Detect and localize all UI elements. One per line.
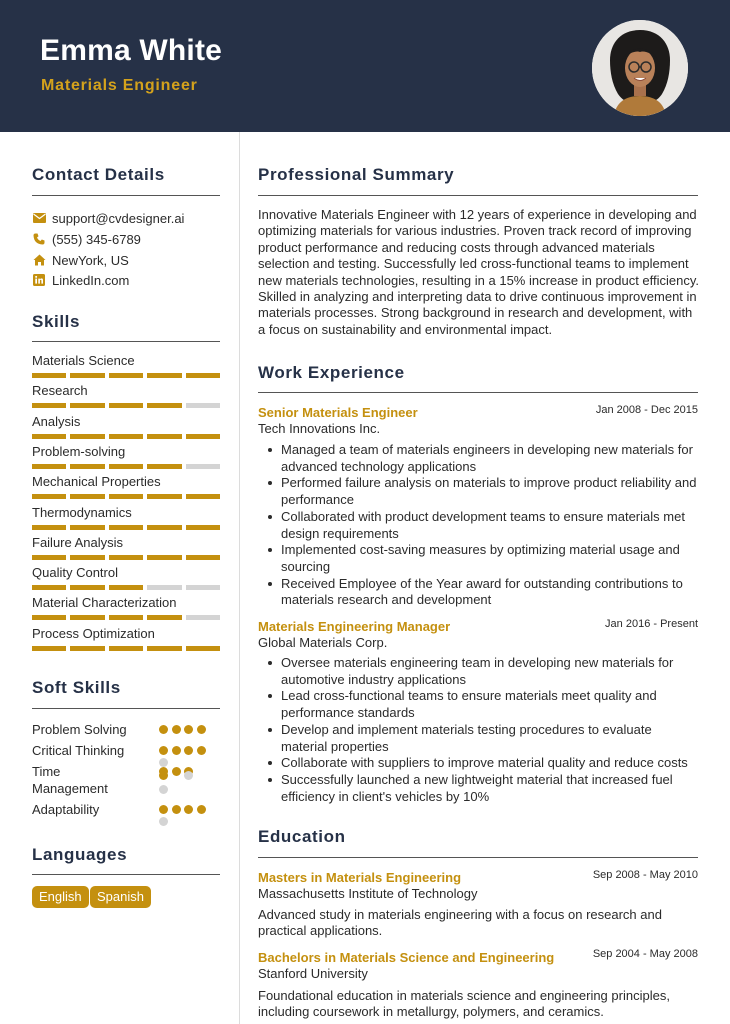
rating-dot [159, 785, 168, 794]
skill-level-segment [32, 555, 66, 560]
skill-label: Materials Science [32, 353, 135, 368]
skill-level-segment [147, 525, 181, 530]
skill-level-segment [109, 494, 143, 499]
skill-item [32, 535, 220, 551]
contact-phone[interactable] [32, 230, 141, 248]
column-divider [239, 132, 240, 1024]
skill-level-segment [147, 646, 181, 651]
skill-level-bar [32, 585, 220, 590]
skill-level-segment [109, 646, 143, 651]
rating-dot [159, 771, 168, 780]
skill-level-bar [32, 494, 220, 499]
job-bullet: Successfully launched a new lightweight material that increased fuel efficiency in client's vehicles by 10% [281, 772, 699, 805]
skill-label: Research [32, 383, 88, 399]
skill-level-bar [32, 555, 220, 560]
skill-level-segment [109, 373, 143, 378]
rating-dot [159, 746, 168, 755]
skill-level-segment [147, 555, 181, 560]
soft-skill-label: Adaptability [32, 802, 100, 817]
languages-rule [32, 874, 220, 875]
skill-level-segment [32, 585, 66, 590]
email-text: support@cvdesigner.ai [52, 210, 185, 226]
skill-item [32, 474, 220, 490]
location-text: NewYork, US [52, 252, 129, 268]
rating-dot [159, 758, 168, 767]
skill-level-segment [186, 434, 220, 439]
skill-item [32, 383, 220, 399]
job-bullet: Lead cross-functional teams to ensure materials meet quality and performance standards [281, 688, 699, 721]
degree-description: Advanced study in materials engineering with a focus on research and practical applications. [258, 907, 662, 939]
job-bullet: Received Employee of the Year award for outstanding contributions to materials research and development [281, 576, 699, 609]
skill-level-segment [186, 494, 220, 499]
skill-level-segment [109, 585, 143, 590]
skill-level-segment [147, 403, 181, 408]
job-dates: Jan 2016 - Present [605, 618, 698, 630]
rating-dot [159, 817, 168, 826]
skill-level-segment [109, 525, 143, 530]
skill-level-segment [186, 646, 220, 651]
skill-label: Failure Analysis [32, 534, 124, 550]
skill-level-segment [32, 646, 66, 651]
skill-level-segment [70, 403, 104, 408]
job-bullet: Managed a team of materials engineers in developing new materials for advanced technology applications [281, 442, 699, 475]
skill-level-segment [147, 494, 181, 499]
summary-rule [258, 195, 698, 196]
skill-level-segment [70, 585, 104, 590]
phone-icon [32, 232, 46, 246]
soft-skill-label: Time Management [32, 764, 108, 796]
job-role: Senior Materials Engineer [258, 405, 418, 420]
skill-label: Thermodynamics [32, 504, 132, 520]
skill-level-segment [186, 615, 220, 620]
linkedin-text: LinkedIn.com [52, 272, 130, 288]
home-icon [32, 253, 46, 267]
languages-heading: Languages [32, 845, 128, 864]
soft-skill-label: Critical Thinking [32, 743, 125, 758]
language-badge: Spanish [90, 886, 151, 908]
skill-label: Quality Control [32, 565, 118, 581]
summary-text: Innovative Materials Engineer with 12 years of experience in developing and optimizing materials for various industries. Proven track record of improving product performance and reducing costs through advanced materials selection and testing. Successfully led cross-functional teams to implement new materials technologies, resulting in a 15% increase in product efficiency. Skilled in analyzing and interpreting data to drive continuous improvement in materials processes. Strong background in research and development, with a focus on sustainability and environmental impact. [258, 207, 700, 337]
contact-linkedin[interactable] [32, 271, 129, 289]
job-bullets [281, 655, 699, 805]
rating-dot [184, 725, 193, 734]
skill-level-bar [32, 615, 220, 620]
skill-level-segment [147, 434, 181, 439]
skill-level-segment [70, 464, 104, 469]
skill-label: Analysis [32, 413, 81, 429]
rating-dot [184, 771, 193, 780]
skill-level-segment [32, 373, 66, 378]
experience-heading: Work Experience [258, 363, 405, 382]
skill-level-bar [32, 434, 220, 439]
soft-skill-label: Problem Solving [32, 722, 127, 737]
linkedin-icon [32, 273, 46, 287]
contact-location [32, 251, 129, 269]
resume-header [0, 0, 730, 132]
soft-skills-rule [32, 708, 220, 709]
degree-description: Foundational education in materials science and engineering principles, including coursework in metallurgy, polymers, and ceramics. [258, 988, 670, 1020]
skill-level-segment [70, 494, 104, 499]
envelope-icon [32, 211, 46, 225]
rating-dot [172, 767, 181, 776]
job-bullets [281, 442, 699, 609]
skill-item [32, 353, 220, 369]
job-dates: Jan 2008 - Dec 2015 [595, 404, 698, 416]
rating-dot [184, 805, 193, 814]
contact-email[interactable] [32, 209, 184, 227]
skill-level-segment [186, 373, 220, 378]
skill-level-segment [186, 525, 220, 530]
summary-heading: Professional Summary [258, 165, 455, 184]
skill-level-segment [109, 555, 143, 560]
experience-rule [258, 392, 698, 393]
skill-item [32, 626, 220, 642]
skill-level-segment [109, 464, 143, 469]
skill-label: Problem-solving [32, 443, 126, 459]
degree-dates: Sep 2004 - May 2008 [592, 948, 698, 960]
skill-label: Mechanical Properties [32, 474, 161, 490]
skill-level-segment [70, 434, 104, 439]
skill-level-segment [186, 585, 220, 590]
rating-dot [159, 805, 168, 814]
job-bullet: Implemented cost-saving measures by optimizing material usage and sourcing [281, 542, 699, 575]
contact-heading: Contact Details [32, 165, 165, 184]
rating-dot [184, 746, 193, 755]
skills-heading: Skills [32, 312, 81, 331]
skills-rule [32, 341, 220, 342]
skill-level-segment [109, 615, 143, 620]
rating-dot [172, 746, 181, 755]
rating-dot [197, 725, 206, 734]
skill-item [32, 595, 220, 611]
skill-level-segment [32, 464, 66, 469]
rating-dot [197, 805, 206, 814]
degree-title: Masters in Materials Engineering [258, 870, 462, 885]
language-badge: English [32, 886, 89, 908]
education-rule [258, 857, 698, 858]
candidate-title: Materials Engineer [41, 77, 198, 94]
candidate-name: Emma White [40, 34, 223, 67]
skill-level-segment [109, 434, 143, 439]
profile-photo [592, 20, 688, 116]
skill-level-segment [70, 555, 104, 560]
skill-level-segment [70, 525, 104, 530]
skill-level-bar [32, 373, 220, 378]
skill-level-bar [32, 646, 220, 651]
skill-level-segment [70, 373, 104, 378]
job-bullet: Collaborated with product development teams to ensure materials met design requirements [281, 509, 699, 542]
skill-level-segment [147, 615, 181, 620]
skill-level-segment [32, 615, 66, 620]
skill-level-segment [32, 434, 66, 439]
job-bullet: Oversee materials engineering team in developing new materials for automotive industry applications [281, 655, 699, 688]
skill-level-segment [70, 615, 104, 620]
skill-level-segment [186, 464, 220, 469]
skill-label: Process Optimization [32, 625, 155, 641]
job-role: Materials Engineering Manager [258, 619, 451, 634]
education-heading: Education [258, 827, 346, 846]
rating-dot [197, 746, 206, 755]
school-name: Stanford University [258, 966, 368, 981]
skill-level-segment [186, 403, 220, 408]
skill-level-segment [32, 403, 66, 408]
skill-level-segment [109, 403, 143, 408]
skill-item [32, 414, 220, 430]
skill-label: Material Characterization [32, 595, 177, 611]
job-company: Global Materials Corp. [258, 635, 388, 650]
skill-level-segment [32, 525, 66, 530]
school-name: Massachusetts Institute of Technology [258, 886, 478, 901]
job-bullet: Develop and implement materials testing procedures to evaluate material properties [281, 722, 699, 755]
degree-dates: Sep 2008 - May 2010 [592, 869, 698, 881]
rating-dot [172, 725, 181, 734]
skill-level-segment [147, 585, 181, 590]
degree-title: Bachelors in Materials Science and Engineering [258, 950, 555, 965]
job-bullet: Collaborate with suppliers to improve material quality and reduce costs [281, 755, 699, 772]
skill-item [32, 505, 220, 521]
phone-text: (555) 345-6789 [52, 231, 141, 247]
job-bullet: Performed failure analysis on materials to improve product reliability and performance [281, 475, 699, 508]
skill-level-bar [32, 403, 220, 408]
skill-level-segment [70, 646, 104, 651]
rating-dot [172, 805, 181, 814]
job-company: Tech Innovations Inc. [258, 421, 381, 436]
skill-item [32, 444, 220, 460]
contact-rule [32, 195, 220, 196]
skill-level-segment [186, 555, 220, 560]
skill-level-bar [32, 525, 220, 530]
skill-level-segment [147, 373, 181, 378]
skill-level-bar [32, 464, 220, 469]
skill-level-segment [32, 494, 66, 499]
skill-level-segment [147, 464, 181, 469]
skill-item [32, 565, 220, 581]
rating-dot [159, 725, 168, 734]
soft-skills-heading: Soft Skills [32, 678, 121, 697]
